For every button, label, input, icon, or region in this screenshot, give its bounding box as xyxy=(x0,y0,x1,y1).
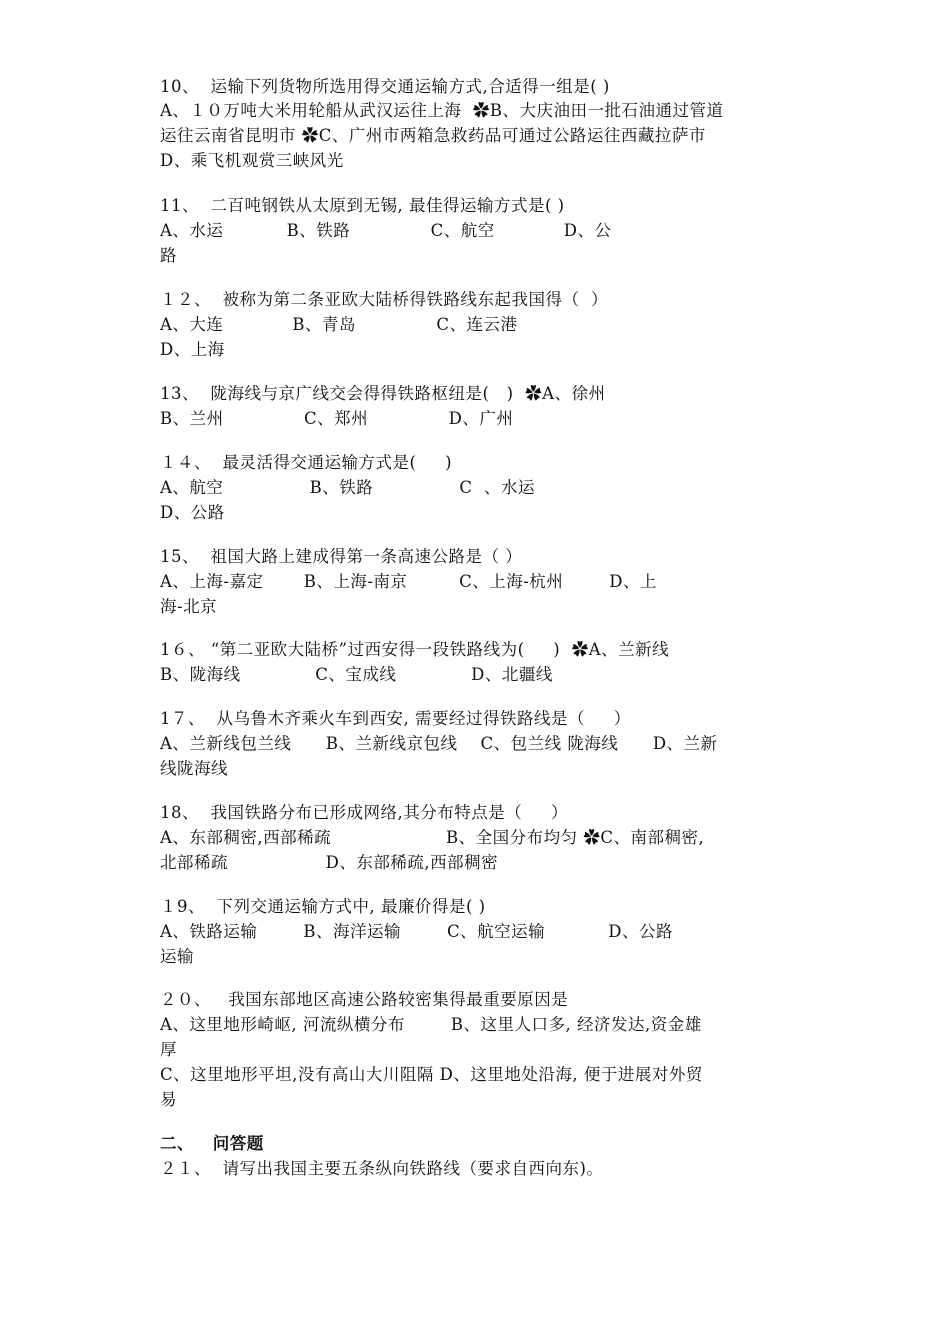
q19-options-line1: A、铁路运输 B、海洋运输 C、航空运输 D、公路 xyxy=(160,922,674,941)
q14-stem: １４、 最灵活得交通运输方式是( ) xyxy=(160,453,453,472)
q17-options-line1: A、兰新线包兰线 B、兰新线京包线 C、包兰线 陇海线 D、兰新 xyxy=(160,734,718,753)
q13-stem: 13、 陇海线与京广线交会得得铁路枢纽是( ) ✿A、徐州 xyxy=(160,384,606,403)
q20-stem: ２０、 我国东部地区高速公路较密集得最重要原因是 xyxy=(160,990,569,1009)
q17-stem: 1７、 从乌鲁木齐乘火车到西安, 需要经过得铁路线是（ ） xyxy=(160,709,631,728)
q15-options-line1: A、上海-嘉定 B、上海-南京 C、上海-杭州 D、上 xyxy=(160,572,657,591)
q12-stem: １２、 被称为第二条亚欧大陆桥得铁路线东起我国得（ ） xyxy=(160,290,608,309)
q11-options-line1: A、水运 B、铁路 C、航空 D、公 xyxy=(160,221,612,240)
q19-stem: １9、 下列交通运输方式中, 最廉价得是( ) xyxy=(160,897,486,916)
q13-options-line1: B、兰州 C、郑州 D、广州 xyxy=(160,409,514,428)
q16-options-line1: B、陇海线 C、宝成线 D、北疆线 xyxy=(160,665,553,684)
q11-stem: 11、 二百吨钢铁从太原到无锡, 最佳得运输方式是( ) xyxy=(160,196,565,215)
q20-options-line4: 易 xyxy=(160,1090,177,1109)
q11-options-line2: 路 xyxy=(160,246,177,265)
q19-options-line2: 运输 xyxy=(160,947,194,966)
q12-options-line1: A、大连 B、青岛 C、连云港 xyxy=(160,315,518,334)
q12-options-line2: D、上海 xyxy=(160,340,225,359)
section-heading: 二、 问答题 xyxy=(160,1134,264,1153)
q18-options-line1: A、东部稠密,西部稀疏 B、全国分布均匀 ✿C、南部稠密, xyxy=(160,828,705,847)
q20-options-line2: 厚 xyxy=(160,1040,177,1059)
q16-stem: 1６、 “第二亚欧大陆桥”过西安得一段铁路线为( ) ✿A、兰新线 xyxy=(160,640,670,659)
q10-options-line2: 运往云南省昆明市 ✿C、广州市两箱急救药品可通过公路运往西藏拉萨市 xyxy=(160,126,706,145)
q14-options-line2: D、公路 xyxy=(160,503,225,522)
q10-stem: 10、 运输下列货物所选用得交通运输方式,合适得一组是( ) xyxy=(160,77,610,96)
q20-options-line1: A、这里地形崎岖, 河流纵横分布 B、这里人口多, 经济发达,资金雄 xyxy=(160,1015,702,1034)
q20-options-line3: C、这里地形平坦,没有高山大川阻隔 D、这里地处沿海, 便于进展对外贸 xyxy=(160,1065,703,1084)
q17-options-line2: 线陇海线 xyxy=(160,759,228,778)
q10-options-line1: A、１０万吨大米用轮船从武汉运往上海 ✿B、大庆油田一批石油通过管道 xyxy=(160,101,724,120)
q10-options-line3: D、乘飞机观赏三峡风光 xyxy=(160,151,344,170)
q18-stem: 18、 我国铁路分布已形成网络,其分布特点是（ ） xyxy=(160,803,568,822)
q18-options-line2: 北部稀疏 D、东部稀疏,西部稠密 xyxy=(160,853,499,872)
q15-options-line2: 海-北京 xyxy=(160,597,218,616)
q14-options-line1: A、航空 B、铁路 C 、水运 xyxy=(160,478,536,497)
q21-stem: ２１、 请写出我国主要五条纵向铁路线（要求自西向东)。 xyxy=(160,1159,604,1178)
q15-stem: 15、 祖国大路上建成得第一条高速公路是（ ） xyxy=(160,547,523,566)
